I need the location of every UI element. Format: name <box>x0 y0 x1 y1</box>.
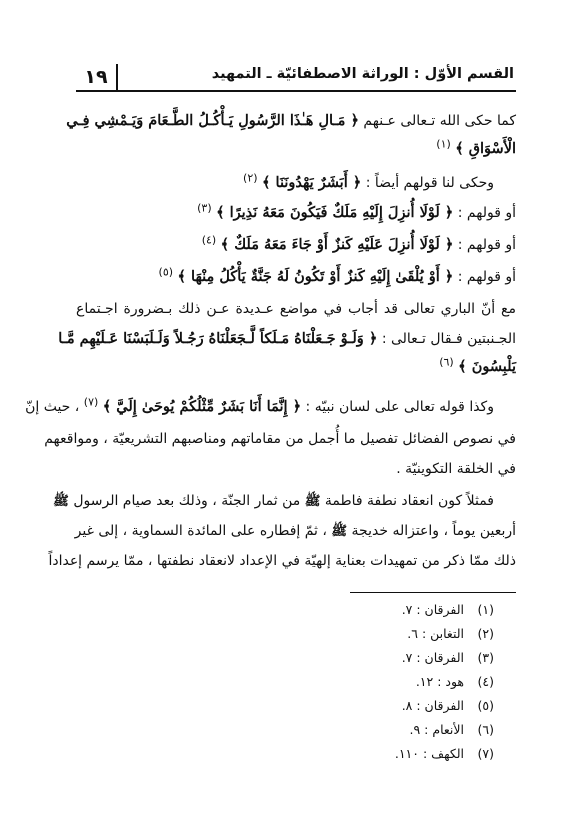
text-line-9 <box>76 352 516 382</box>
text-line-3 <box>76 168 516 198</box>
footnote-ref: (٢) <box>243 171 258 185</box>
text-span: أو قولهم : <box>457 237 516 253</box>
page-number: ١٩ <box>84 66 108 88</box>
footnote-text: الفرقان : ٧. <box>401 602 465 617</box>
quran-quote: ﴿ مَـالِ هَـٰذَا الرَّسُولِ يَـأْكُـلُ الطَّـعَامَ وَيَـمْشِي فِـي <box>66 112 359 129</box>
footnote-2 <box>407 622 494 646</box>
text-span: أربعين يوماً ، واعتزاله خديجة <box>351 523 516 539</box>
text-span: كما حكى الله تـعالى عـنهم <box>363 113 516 129</box>
quran-quote: ﴿ وَلَـوْ جَـعَلْنَاهُ مَـلَكاً لَّـجَعَلْنَاهُ رَجُـلاً وَلَـلَبَسْنَا عَـلَيْهِم مَّـا <box>58 330 378 347</box>
text-span: وكذا قوله تعالى على لسان نبيّه : <box>305 399 494 415</box>
footnote-3 <box>402 646 494 670</box>
footnote-text: الفرقان : ٧. <box>401 650 465 665</box>
text-line-13 <box>53 486 516 516</box>
footnote-number: (٢) <box>477 626 494 641</box>
quran-quote: يَلْبِسُونَ ﴾ <box>458 358 516 375</box>
quran-quote: ﴿ أَبَشَرٌ يَهْدُونَنَا ﴾ <box>261 174 362 191</box>
text-line-5 <box>76 230 516 260</box>
running-header <box>76 64 516 92</box>
text-span: ذلك ممّا ذكر من تمهيدات بعناية إلهيّة في الإعداد لانعقاد نطفتها ، ممّا يرسم إعداداً <box>48 553 516 569</box>
text-span: ، حيث إنّ <box>25 399 80 415</box>
footnote-7 <box>395 742 494 766</box>
text-span: في نصوص الفضائل تفصيل ما أُجمل من مقاماتهم ومناصبهم التشريعيّة ، ومواقعهم <box>44 431 516 447</box>
footnote-ref: (١) <box>436 137 451 151</box>
text-span: فمثلاً كون انعقاد نطفة فاطمة <box>324 493 494 509</box>
footnote-ref: (٤) <box>201 233 217 247</box>
footnote-1 <box>402 598 494 622</box>
text-line-1 <box>66 106 516 136</box>
honorific-glyph: ﷺ <box>331 524 348 539</box>
footnote-text: الفرقان : ٨. <box>401 698 465 713</box>
footnote-number: (٣) <box>477 650 494 665</box>
footnote-number: (١) <box>477 602 494 617</box>
text-line-8 <box>58 324 516 354</box>
text-line-2 <box>76 134 516 164</box>
quran-quote: ﴿ أَوْ يُلْقَىٰ إِلَيْهِ كَنزٌ أَوْ تَكُونُ لَهُ جَنَّةٌ يَأْكُلُ مِنْهَا ﴾ <box>177 268 454 285</box>
text-line-14 <box>76 516 516 546</box>
text-span: أو قولهم : <box>457 205 516 221</box>
text-line-15 <box>48 546 516 576</box>
footnote-number: (٧) <box>477 746 494 761</box>
footnote-4 <box>416 670 494 694</box>
text-span: في الخلقة التكوينيّة . <box>396 461 516 477</box>
footnote-ref: (٧) <box>83 395 99 409</box>
footnote-divider <box>350 592 516 593</box>
footnote-text: الكهف : ١١٠. <box>394 746 465 761</box>
footnote-ref: (٥) <box>158 265 174 279</box>
chapter-title: القسم الأوّل : الوراثة الاصطفائيّة ـ التمهيد <box>211 66 514 82</box>
quran-quote: الْأَسْوَاقِ ﴾ <box>455 140 516 157</box>
footnote-text: التغابن : ٦. <box>407 626 465 641</box>
footnote-5 <box>402 694 494 718</box>
text-line-10 <box>25 392 516 422</box>
footnote-ref: (٦) <box>439 355 454 369</box>
footnote-ref: (٣) <box>197 201 212 215</box>
footnote-text: الأنعام : ٩. <box>409 722 465 737</box>
quran-quote: ﴿ إِنَّمَا أَنَا بَشَرٌ مِّثْلُكُمْ يُوحَىٰ إِلَيَّ ﴾ <box>102 398 302 415</box>
text-span: الجـنبتين فـقال تـعالى : <box>381 331 516 347</box>
text-line-12 <box>76 454 516 484</box>
header-divider <box>116 64 118 90</box>
text-span: مع أنّ الباري تعالى قد أجاب في مواضع عـديدة عـن ذلك بـضرورة اجـتماع <box>76 301 516 317</box>
text-span: وحكى لنا قولهم أيضاً : <box>365 175 494 191</box>
quran-quote: ﴿ لَوْلَا أُنزِلَ إِلَيْهِ مَلَكٌ فَيَكُونَ مَعَهُ نَذِيرًا ﴾ <box>216 204 454 221</box>
honorific-glyph: ﷺ <box>304 494 321 509</box>
footnote-text: هود : ١٢. <box>415 674 465 689</box>
text-span: أو قولهم : <box>457 269 516 285</box>
quran-quote: ﴿ لَوْلَا أُنزِلَ عَلَيْهِ كَنزٌ أَوْ جَاءَ مَعَهُ مَلَكٌ ﴾ <box>220 236 454 253</box>
text-line-11 <box>44 424 516 454</box>
text-line-4 <box>76 198 516 228</box>
footnote-number: (٥) <box>477 698 494 713</box>
footnote-number: (٤) <box>477 674 494 689</box>
text-span: من ثمار الجنّة ، وذلك بعد صيام الرسول <box>73 493 301 509</box>
text-span: ، ثمّ إفطاره على المائدة السماوية ، إلى غير <box>74 523 327 539</box>
honorific-glyph: ﷺ <box>53 494 69 509</box>
text-line-7 <box>76 294 516 324</box>
text-line-6 <box>76 262 516 292</box>
footnote-6 <box>409 718 494 742</box>
footnote-number: (٦) <box>477 722 494 737</box>
